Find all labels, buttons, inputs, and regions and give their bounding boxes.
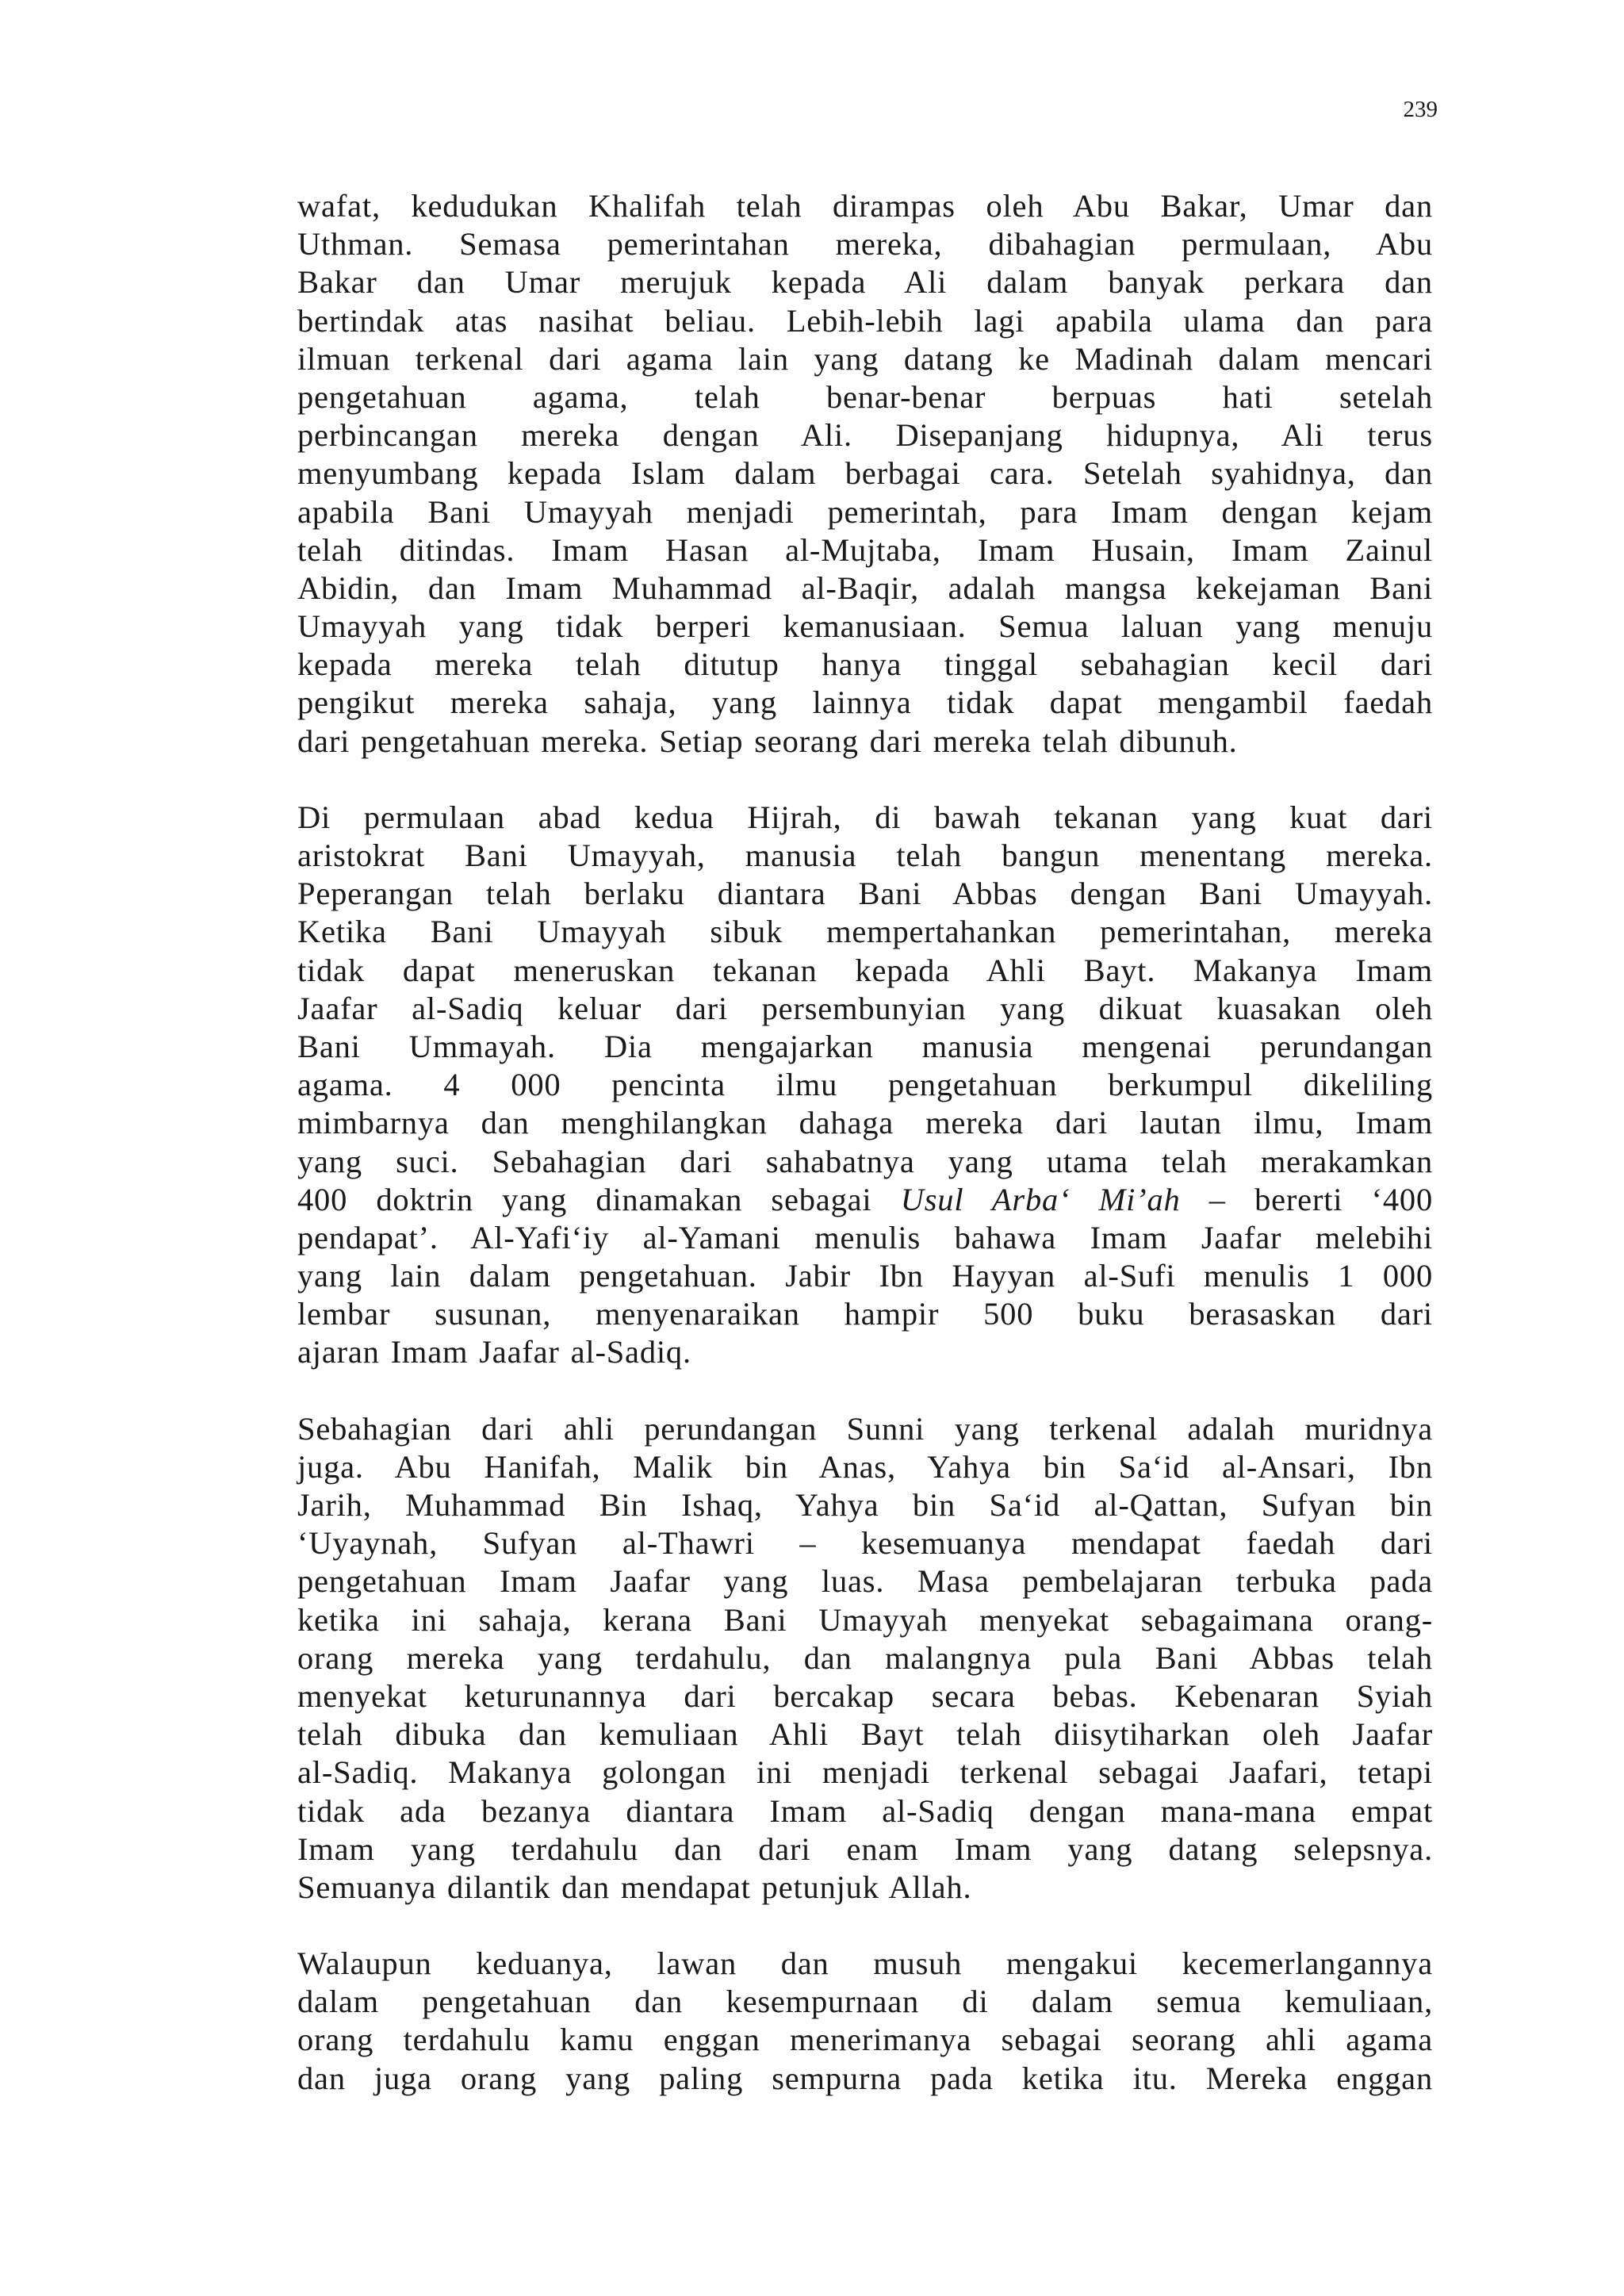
text-line: pendapat’. Al-Yafi‘iy al-Yamani menulis bahawa Imam Jaafar melebihi — [297, 1219, 1433, 1255]
text-line: pengetahuan Imam Jaafar yang luas. Masa pembelajaran terbuka pada — [297, 1563, 1433, 1600]
text-line: tidak ada bezanya diantara Imam al-Sadiq dengan mana-mana empat — [297, 1792, 1433, 1829]
text-line: yang suci. Sebahagian dari sahabatnya yang utama telah merakamkan — [297, 1143, 1433, 1179]
italic-title: Usul Arba‘ Mi’ah — [900, 1181, 1181, 1217]
text-line: Ketika Bani Umayyah sibuk mempertahankan pemerintahan, mereka — [297, 914, 1433, 950]
text-line: juga. Abu Hanifah, Malik bin Anas, Yahya bin Sa‘id al-Ansari, Ibn — [297, 1448, 1433, 1485]
paragraph — [297, 187, 1433, 761]
text-line: Walaupun keduanya, lawan dan musuh mengakui kecemerlangannya — [297, 1945, 1433, 1982]
text-line: Umayyah yang tidak berperi kemanusiaan. Semua laluan yang menuju — [297, 608, 1433, 645]
text-line: bertindak atas nasihat beliau. Lebih-lebih lagi apabila ulama dan para — [297, 302, 1433, 339]
text-line: Bakar dan Umar merujuk kepada Ali dalam banyak perkara dan — [297, 264, 1433, 301]
text-line: dari pengetahuan mereka. Setiap seorang dari mereka telah dibunuh. — [297, 723, 1238, 759]
text-line: telah dibuka dan kemuliaan Ahli Bayt telah diisytiharkan oleh Jaafar — [297, 1716, 1433, 1753]
body-text — [297, 187, 1433, 2136]
text-line: Bani Ummayah. Dia mengajarkan manusia mengenai perundangan — [297, 1028, 1433, 1064]
text-line: perbincangan mereka dengan Ali. Disepanjang hidupnya, Ali terus — [297, 417, 1433, 454]
text-line: Di permulaan abad kedua Hijrah, di bawah tekanan yang kuat dari — [297, 799, 1433, 835]
text-line: Peperangan telah berlaku diantara Bani Abbas dengan Bani Umayyah. — [297, 876, 1433, 912]
text-line: Jarih, Muhammad Bin Ishaq, Yahya bin Sa‘id al-Qattan, Sufyan bin — [297, 1487, 1433, 1523]
text-line: telah ditindas. Imam Hasan al-Mujtaba, Imam Husain, Imam Zainul — [297, 531, 1433, 568]
text-segment: – bererti ‘400 — [1180, 1181, 1434, 1217]
text-line: Semuanya dilantik dan mendapat petunjuk Allah. — [297, 1869, 972, 1905]
text-line: menyekat keturunannya dari bercakap secara bebas. Kebenaran Syiah — [297, 1677, 1433, 1714]
text-line: ketika ini sahaja, kerana Bani Umayyah menyekat sebagaimana orang- — [297, 1601, 1433, 1638]
text-line: apabila Bani Umayyah menjadi pemerintah, para Imam dengan kejam — [297, 493, 1433, 530]
text-segment: 400 doktrin yang dinamakan sebagai — [297, 1181, 901, 1217]
text-line: Sebahagian dari ahli perundangan Sunni yang terkenal adalah muridnya — [297, 1410, 1433, 1447]
text-line: kepada mereka telah ditutup hanya tinggal sebahagian kecil dari — [297, 646, 1433, 683]
text-line: mimbarnya dan menghilangkan dahaga mereka dari lautan ilmu, Imam — [297, 1105, 1433, 1141]
text-line — [297, 1181, 1433, 1219]
text-line: Jaafar al-Sadiq keluar dari persembunyian yang dikuat kuasakan oleh — [297, 990, 1433, 1026]
text-line: agama. 4 000 pencinta ilmu pengetahuan berkumpul dikeliling — [297, 1067, 1433, 1103]
text-line: ajaran Imam Jaafar al-Sadiq. — [297, 1334, 691, 1370]
text-line: Uthman. Semasa pemerintahan mereka, dibahagian permulaan, Abu — [297, 226, 1433, 263]
text-line: aristokrat Bani Umayyah, manusia telah bangun menentang mereka. — [297, 838, 1433, 873]
text-line: al-Sadiq. Makanya golongan ini menjadi terkenal sebagai Jaafari, tetapi — [297, 1754, 1433, 1791]
text-line: orang mereka yang terdahulu, dan malangnya pula Bani Abbas telah — [297, 1639, 1433, 1676]
text-line: pengetahuan agama, telah benar-benar berpuas hati setelah — [297, 378, 1433, 415]
text-line: tidak dapat meneruskan tekanan kepada Ahli Bayt. Makanya Imam — [297, 952, 1433, 988]
paragraph — [297, 1945, 1433, 2098]
text-line: ilmuan terkenal dari agama lain yang datang ke Madinah dalam mencari — [297, 340, 1433, 377]
text-line: ‘Uyaynah, Sufyan al-Thawri – kesemuanya mendapat faedah dari — [297, 1525, 1433, 1562]
text-line: orang terdahulu kamu enggan menerimanya sebagai seorang ahli agama — [297, 2022, 1433, 2058]
text-line: wafat, kedudukan Khalifah telah dirampas oleh Abu Bakar, Umar dan — [297, 188, 1433, 224]
text-line: dalam pengetahuan dan kesempurnaan di dalam semua kemuliaan, — [297, 1984, 1433, 2020]
text-line: lembar susunan, menyenaraikan hampir 500 buku berasaskan dari — [297, 1296, 1433, 1332]
paragraph — [297, 799, 1433, 1372]
text-line: dan juga orang yang paling sempurna pada ketika itu. Mereka enggan — [297, 2060, 1433, 2096]
page-number: 239 — [1403, 97, 1438, 122]
text-line: menyumbang kepada Islam dalam berbagai cara. Setelah syahidnya, dan — [297, 455, 1433, 492]
text-line: pengikut mereka sahaja, yang lainnya tidak dapat mengambil faedah — [297, 684, 1433, 721]
text-line: Imam yang terdahulu dan dari enam Imam yang datang selepsnya. — [297, 1830, 1433, 1867]
text-line: yang lain dalam pengetahuan. Jabir Ibn Hayyan al-Sufi menulis 1 000 — [297, 1258, 1433, 1294]
paragraph — [297, 1410, 1433, 1907]
text-line: Abidin, dan Imam Muhammad al-Baqir, adalah mangsa kekejaman Bani — [297, 569, 1433, 606]
